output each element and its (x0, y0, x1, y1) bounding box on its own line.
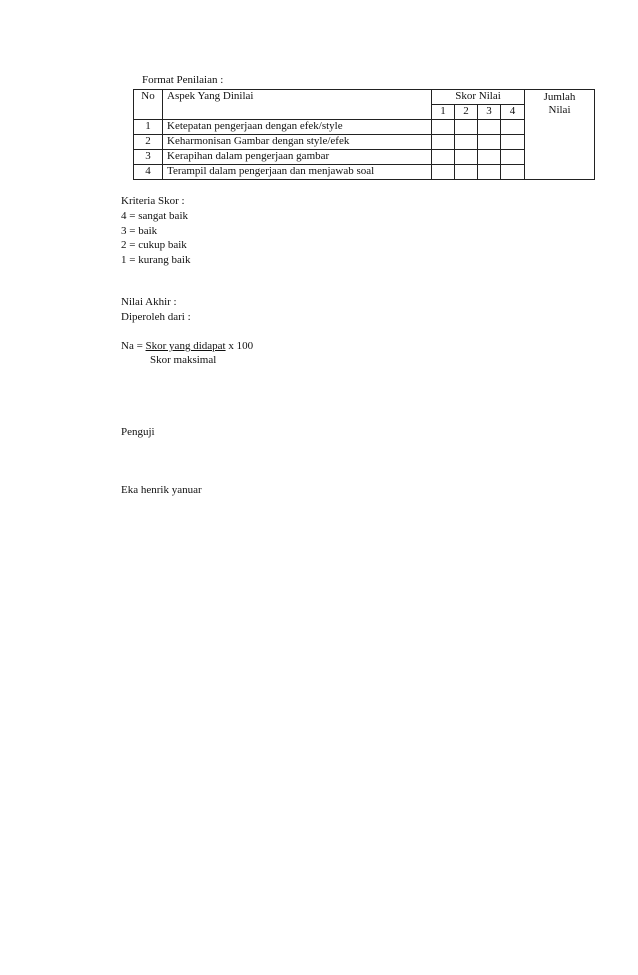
row-aspek: Keharmonisan Gambar dengan style/efek (163, 135, 432, 150)
kriteria-item: 1 = kurang baik (121, 254, 191, 266)
score-cell[interactable] (432, 150, 455, 165)
score-cell[interactable] (501, 135, 525, 150)
row-aspek: Ketepatan pengerjaan dengan efek/style (163, 120, 432, 135)
examiner-name: Eka henrik yanuar (121, 484, 202, 496)
score-cell[interactable] (455, 135, 478, 150)
kriteria-item: 4 = sangat baik (121, 210, 188, 222)
formula-multiplier: x 100 (228, 340, 254, 352)
formula-line (121, 340, 253, 353)
header-no: No (134, 90, 163, 120)
score-cell[interactable] (478, 135, 501, 150)
header-nilai: Nilai (548, 104, 571, 116)
formula-numerator: Skor yang didapat (145, 340, 226, 352)
score-cell[interactable] (501, 165, 525, 180)
score-cell[interactable] (478, 120, 501, 135)
row-no: 2 (134, 135, 163, 150)
score-cell[interactable] (432, 135, 455, 150)
formula-prefix: Na = (121, 340, 143, 352)
format-title: Format Penilaian : (142, 74, 224, 86)
skor-col-1: 1 (432, 105, 455, 120)
score-cell[interactable] (501, 120, 525, 135)
score-cell[interactable] (455, 120, 478, 135)
penguji-label: Penguji (121, 426, 155, 438)
score-cell[interactable] (432, 120, 455, 135)
kriteria-title: Kriteria Skor : (121, 195, 185, 207)
row-aspek: Kerapihan dalam pengerjaan gambar (163, 150, 432, 165)
kriteria-item: 3 = baik (121, 225, 158, 237)
score-cell[interactable] (455, 150, 478, 165)
header-jumlah-nilai (525, 90, 595, 180)
score-cell[interactable] (432, 165, 455, 180)
table-header-row (134, 90, 595, 105)
skor-col-2: 2 (455, 105, 478, 120)
row-no: 3 (134, 150, 163, 165)
assessment-table (133, 89, 595, 180)
formula-denominator: Skor maksimal (150, 354, 217, 366)
skor-col-4: 4 (501, 105, 525, 120)
diperoleh-label: Diperoleh dari : (121, 311, 191, 323)
header-jumlah: Jumlah (543, 91, 576, 103)
score-cell[interactable] (478, 165, 501, 180)
score-cell[interactable] (501, 150, 525, 165)
nilai-akhir-title: Nilai Akhir : (121, 296, 177, 308)
score-cell[interactable] (455, 165, 478, 180)
kriteria-item: 2 = cukup baik (121, 239, 187, 251)
header-aspek: Aspek Yang Dinilai (163, 90, 432, 120)
header-skor-nilai: Skor Nilai (432, 90, 525, 105)
skor-col-3: 3 (478, 105, 501, 120)
score-cell[interactable] (478, 150, 501, 165)
row-no: 4 (134, 165, 163, 180)
row-no: 1 (134, 120, 163, 135)
row-aspek: Terampil dalam pengerjaan dan menjawab soal (163, 165, 432, 180)
